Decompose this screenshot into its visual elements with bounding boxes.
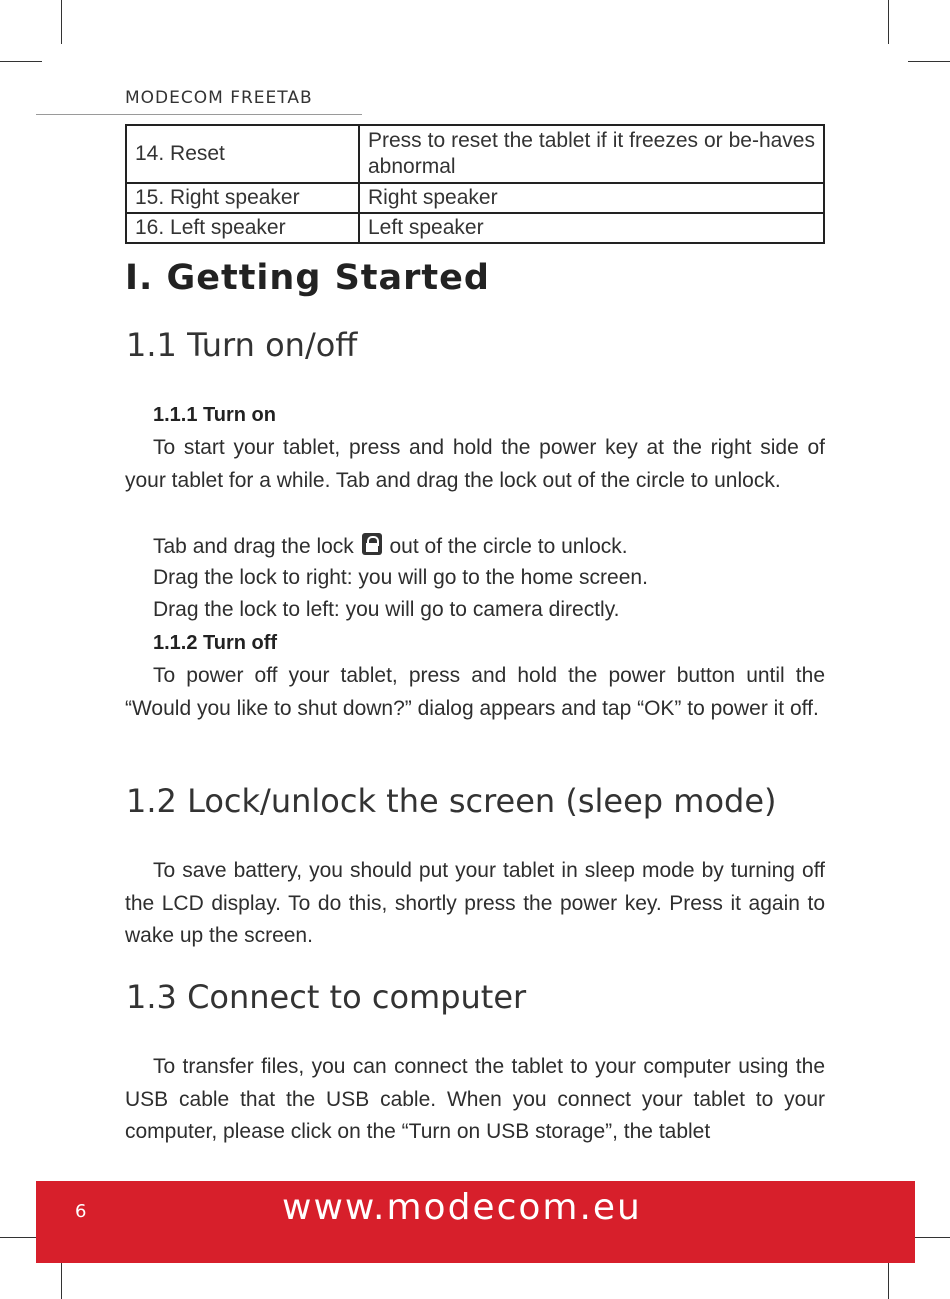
table-row [126,125,824,183]
paragraph: To start your tablet, press and hold the power key at the right side of your tablet for a while. Tab and drag the lock out of the circle to unlock. [125,436,825,492]
table-cell-part-description: Right speaker [359,183,824,213]
table-cell-part-description: Press to reset the tablet if it freezes or be-haves abnormal [359,125,824,183]
section-title: 1.1 Turn on/off [126,326,358,364]
table-row [126,183,824,213]
crop-mark [888,0,889,44]
parts-table [125,124,825,244]
section-title: 1.2 Lock/unlock the screen (sleep mode) [126,782,777,820]
lock-instruction-line [153,533,628,559]
lock-icon [362,533,382,555]
running-header: MODECOM FREETAB [125,88,313,108]
table-row [126,213,824,243]
subsection-title: 1.1.1 Turn on [153,404,276,426]
page-number: 6 [75,1201,87,1222]
lock-line-text: out of the circle to unlock. [389,535,628,558]
table-cell-part-description: Left speaker [359,213,824,243]
crop-mark [0,61,42,62]
section-title: 1.3 Connect to computer [126,978,527,1016]
paragraph: To save battery, you should put your tablet in sleep mode by turning off the LCD display. To do this, shortly press the power key. Press it again to wake up the screen. [125,859,825,947]
header-rule [36,114,362,115]
drag-right-line: Drag the lock to right: you will go to the home screen. [153,566,648,589]
subsection-title: 1.1.2 Turn off [153,632,278,654]
crop-mark [908,61,950,62]
table-cell-part-name: 15. Right speaker [126,183,359,213]
table-cell-part-name: 16. Left speaker [126,213,359,243]
crop-mark [61,0,62,44]
paragraph: To transfer files, you can connect the tablet to your computer using the USB cable that the USB cable. When you connect your tablet to your computer, please click on the “Turn on USB storage”, the tablet [125,1055,825,1143]
table-cell-part-name: 14. Reset [126,125,359,183]
footer-bar [36,1181,915,1263]
footer-url: www.modecom.eu [282,1187,642,1228]
chapter-title: I. Getting Started [125,258,490,298]
lock-line-text: Tab and drag the lock [153,535,354,558]
paragraph: To power off your tablet, press and hold the power button until the “Would you like to shut down?” dialog appears and tap “OK” to power it off. [125,664,825,720]
drag-left-line: Drag the lock to left: you will go to camera directly. [153,598,620,621]
